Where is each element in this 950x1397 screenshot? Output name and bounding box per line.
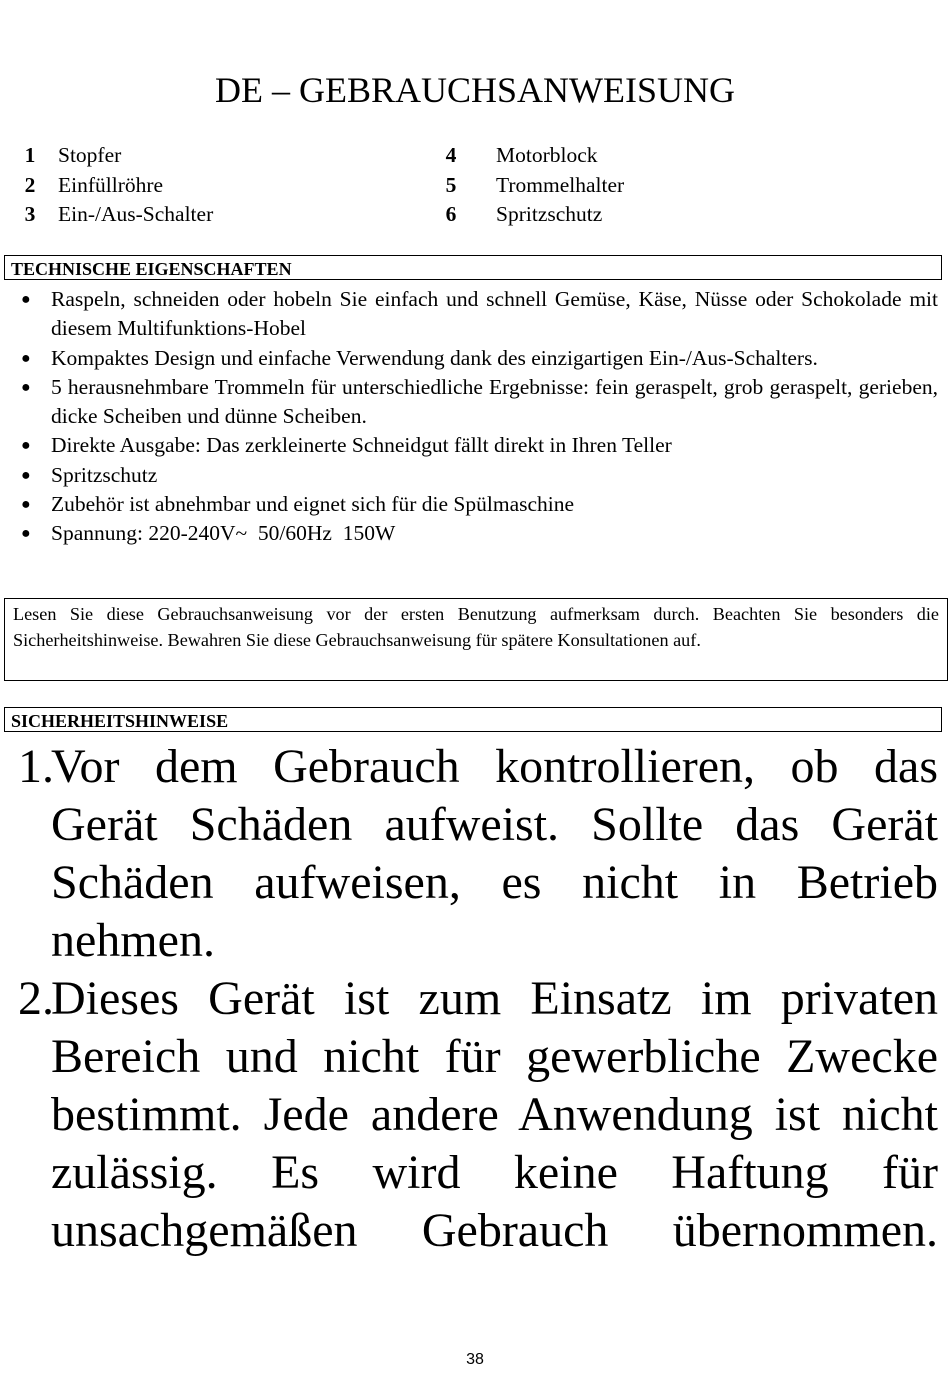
bullet-icon: ●	[21, 291, 31, 308]
page-title: DE – GEBRAUCHSANWEISUNG	[215, 70, 735, 110]
bullet-icon: ●	[21, 437, 31, 455]
part-label: Motorblock	[496, 143, 598, 167]
list-item-text: Spannung: 220-240V~ 50/60Hz 150W	[51, 521, 396, 546]
bullet-icon: ●	[21, 378, 31, 396]
list-item	[0, 373, 950, 432]
list-item	[0, 490, 950, 519]
safety-item	[0, 970, 950, 1260]
safety-item-number: 2.	[18, 972, 54, 1025]
part-number: 4	[445, 143, 457, 167]
safety-item-number: 1.	[18, 740, 54, 793]
bullet-icon: ●	[21, 496, 31, 514]
list-item	[0, 519, 950, 548]
part-number: 6	[445, 202, 457, 226]
part-label: Einfüllröhre	[58, 172, 164, 197]
list-item	[0, 285, 950, 344]
part-number: 3	[24, 202, 36, 226]
bullet-icon: ●	[21, 525, 31, 543]
tech-list	[0, 285, 950, 549]
safety-item-text: Vor dem Gebrauch kontrollieren, ob das Gerät Schäden aufweist. Sollte das Gerät Schäden aufweisen, es nicht in Betrieb nehmen.	[51, 740, 938, 967]
safety-item	[0, 738, 950, 970]
notice-box: Lesen Sie diese Gebrauchsanweisung vor der ersten Benutzung aufmerksam durch. Beachten Sie besonders die Sicherheitshinweise. Bewahren Sie diese Gebrauchsanweisung für spätere Konsultationen auf.	[4, 598, 948, 681]
bullet-icon: ●	[21, 466, 31, 484]
tech-heading: TECHNISCHE EIGENSCHAFTEN	[4, 255, 942, 280]
page-number: 38	[466, 1351, 484, 1368]
list-item-text: Zubehör ist abnehmbar und eignet sich für die Spülmaschine	[51, 492, 575, 517]
safety-list	[0, 738, 950, 1260]
part-label: Ein-/Aus-Schalter	[58, 202, 214, 226]
list-item	[0, 344, 950, 373]
list-item-text: Kompaktes Design und einfache Verwendung dank des einzigartigen Ein-/Aus-Schalters.	[51, 345, 818, 370]
part-label: Stopfer	[58, 143, 122, 167]
list-item-text: 5 herausnehmbare Trommeln für unterschiedliche Ergebnisse: fein geraspelt, grob geraspelt, gerieben, dicke Scheiben und dünne Scheiben.	[51, 374, 938, 429]
part-number: 5	[445, 172, 457, 197]
list-item	[0, 461, 950, 490]
part-number: 1	[24, 143, 36, 167]
list-item-text: Direkte Ausgabe: Das zerkleinerte Schneidgut fällt direkt in Ihren Teller	[51, 433, 672, 458]
part-number: 2	[24, 172, 36, 197]
bullet-icon: ●	[21, 349, 31, 367]
safety-heading: SICHERHEITSHINWEISE	[4, 707, 942, 732]
part-label: Trommelhalter	[496, 172, 625, 197]
list-item-text: Raspeln, schneiden oder hobeln Sie einfach und schnell Gemüse, Käse, Nüsse oder Schokolade mit diesem Multifunktions-Hobel	[51, 287, 938, 341]
list-item	[0, 431, 950, 460]
safety-item-text: Dieses Gerät ist zum Einsatz im privaten Bereich und nicht für gewerbliche Zwecke bestimmt. Jede andere Anwendung ist nicht zulässig. Es wird keine Haftung für unsachgemäßen Gebrauch übernommen.	[51, 972, 938, 1257]
list-item-text: Spritzschutz	[51, 462, 158, 487]
part-label: Spritzschutz	[496, 202, 603, 226]
